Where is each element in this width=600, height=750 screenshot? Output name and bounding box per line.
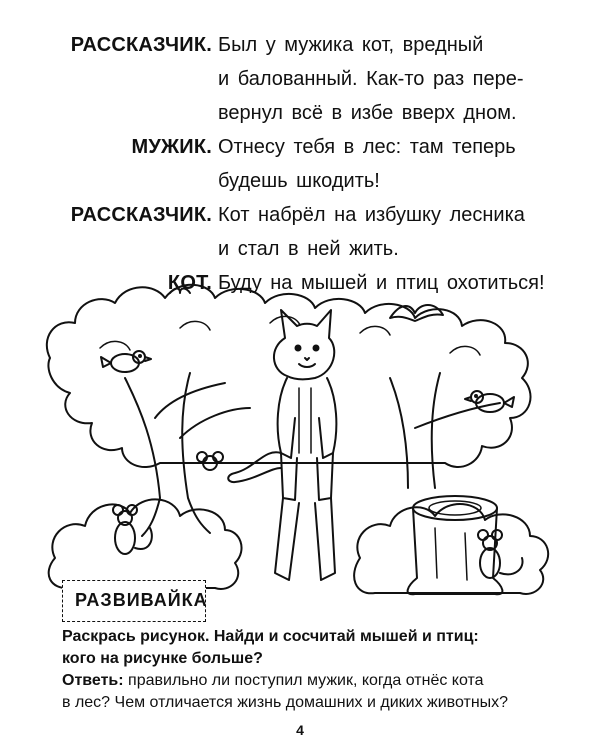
dialogue-line (0, 68, 600, 102)
bush-left (49, 499, 242, 589)
bush-right (354, 504, 548, 594)
dialogue-line (0, 238, 600, 272)
mouse-right (478, 530, 523, 578)
section-badge (62, 580, 206, 622)
speaker-name: КОТ. (167, 272, 212, 294)
speaker-name: РАССКАЗЧИК. (70, 34, 212, 56)
dialogue-text: и стал в ней жить. (218, 238, 399, 260)
tree-stump (408, 496, 503, 594)
dialogue-text: Был у мужика кот, вредный (218, 34, 484, 56)
cat (228, 310, 336, 580)
dialogue-text: и балованный. Как-то раз пере- (218, 68, 524, 90)
dialogue-line (0, 34, 600, 68)
speaker-name: РАССКАЗЧИК. (70, 204, 212, 226)
answer-question: правильно ли поступил мужик, когда отнёс кота (123, 672, 484, 689)
mouse-middle (197, 452, 223, 470)
dialogue-text: вернул всё в избе вверх дном. (218, 102, 517, 124)
dialogue-line (0, 136, 600, 170)
dialogue-text: Отнесу тебя в лес: там теперь (218, 136, 516, 158)
answer-line: в лес? Чем отличается жизнь домашних и диких животных? (62, 694, 509, 711)
page-number: 4 (296, 722, 304, 738)
answer-text (62, 670, 508, 714)
speaker-name: МУЖИК. (131, 136, 212, 158)
dialogue-line (0, 204, 600, 238)
task-line: Раскрась рисунок. Найди и сосчитай мышей и птиц: (62, 628, 479, 645)
bird-small-top (170, 289, 190, 294)
coloring-illustration (30, 268, 570, 608)
right-tree-trunk (390, 373, 440, 488)
canopy-detail (100, 316, 480, 355)
task-line: кого на рисунке больше? (62, 650, 263, 667)
bird-left (101, 351, 151, 372)
dialogue-text: Буду на мышей и птиц охотиться! (218, 272, 545, 294)
answer-label: Ответь: (62, 672, 124, 689)
dialogue-text: будешь шкодить! (218, 170, 380, 192)
answer-line (62, 670, 508, 692)
dialogue-line (0, 102, 600, 136)
right-branch (415, 403, 500, 428)
dialogue-text: Кот набрёл на избушку лесника (218, 204, 525, 226)
mouse-left (113, 505, 152, 554)
dialogue-line (0, 170, 600, 204)
bird-flying (390, 305, 443, 321)
left-branch (155, 383, 250, 438)
badge-label: РАЗВИВАЙКА (75, 590, 208, 610)
task-text (62, 626, 479, 670)
